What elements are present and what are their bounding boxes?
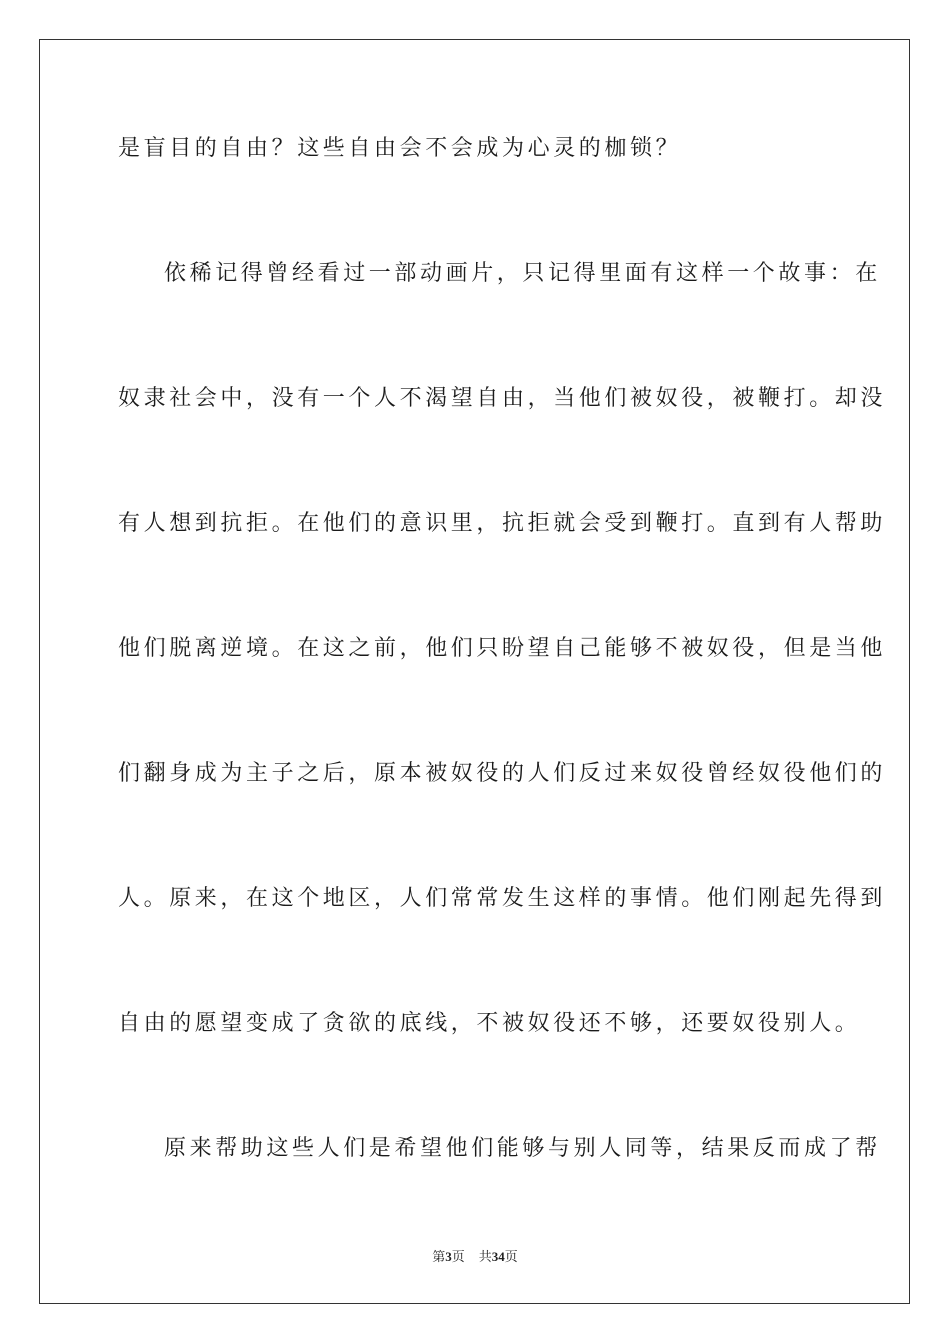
page-border (39, 39, 910, 1304)
paragraph-line-3: 奴隶社会中，没有一个人不渴望自由，当他们被奴役，被鞭打。却没 (118, 386, 887, 411)
page-footer (0, 1248, 950, 1266)
paragraph-line-5: 他们脱离逆境。在这之前，他们只盼望自己能够不被奴役，但是当他 (118, 636, 887, 661)
page-label-prefix: 第 (432, 1249, 446, 1264)
total-label-suffix: 页 (504, 1249, 518, 1264)
paragraph-line-9: 原来帮助这些人们是希望他们能够与别人同等，结果反而成了帮 (164, 1136, 881, 1161)
paragraph-line-6: 们翻身成为主子之后，原本被奴役的人们反过来奴役曾经奴役他们的 (118, 761, 887, 786)
page-label-suffix: 页 (451, 1249, 465, 1264)
paragraph-line-1: 是盲目的自由？这些自由会不会成为心灵的枷锁？ (118, 136, 682, 161)
paragraph-line-8: 自由的愿望变成了贪欲的底线，不被奴役还不够，还要奴役别人。 (118, 1011, 861, 1036)
paragraph-line-2: 依稀记得曾经看过一部动画片，只记得里面有这样一个故事：在 (164, 261, 881, 286)
total-pages: 34 (491, 1249, 505, 1264)
page-number: 3 (445, 1249, 452, 1264)
paragraph-line-4: 有人想到抗拒。在他们的意识里，抗拒就会受到鞭打。直到有人帮助 (118, 511, 887, 536)
paragraph-line-7: 人。原来，在这个地区，人们常常发生这样的事情。他们刚起先得到 (118, 886, 887, 911)
total-label-prefix: 共 (478, 1249, 492, 1264)
